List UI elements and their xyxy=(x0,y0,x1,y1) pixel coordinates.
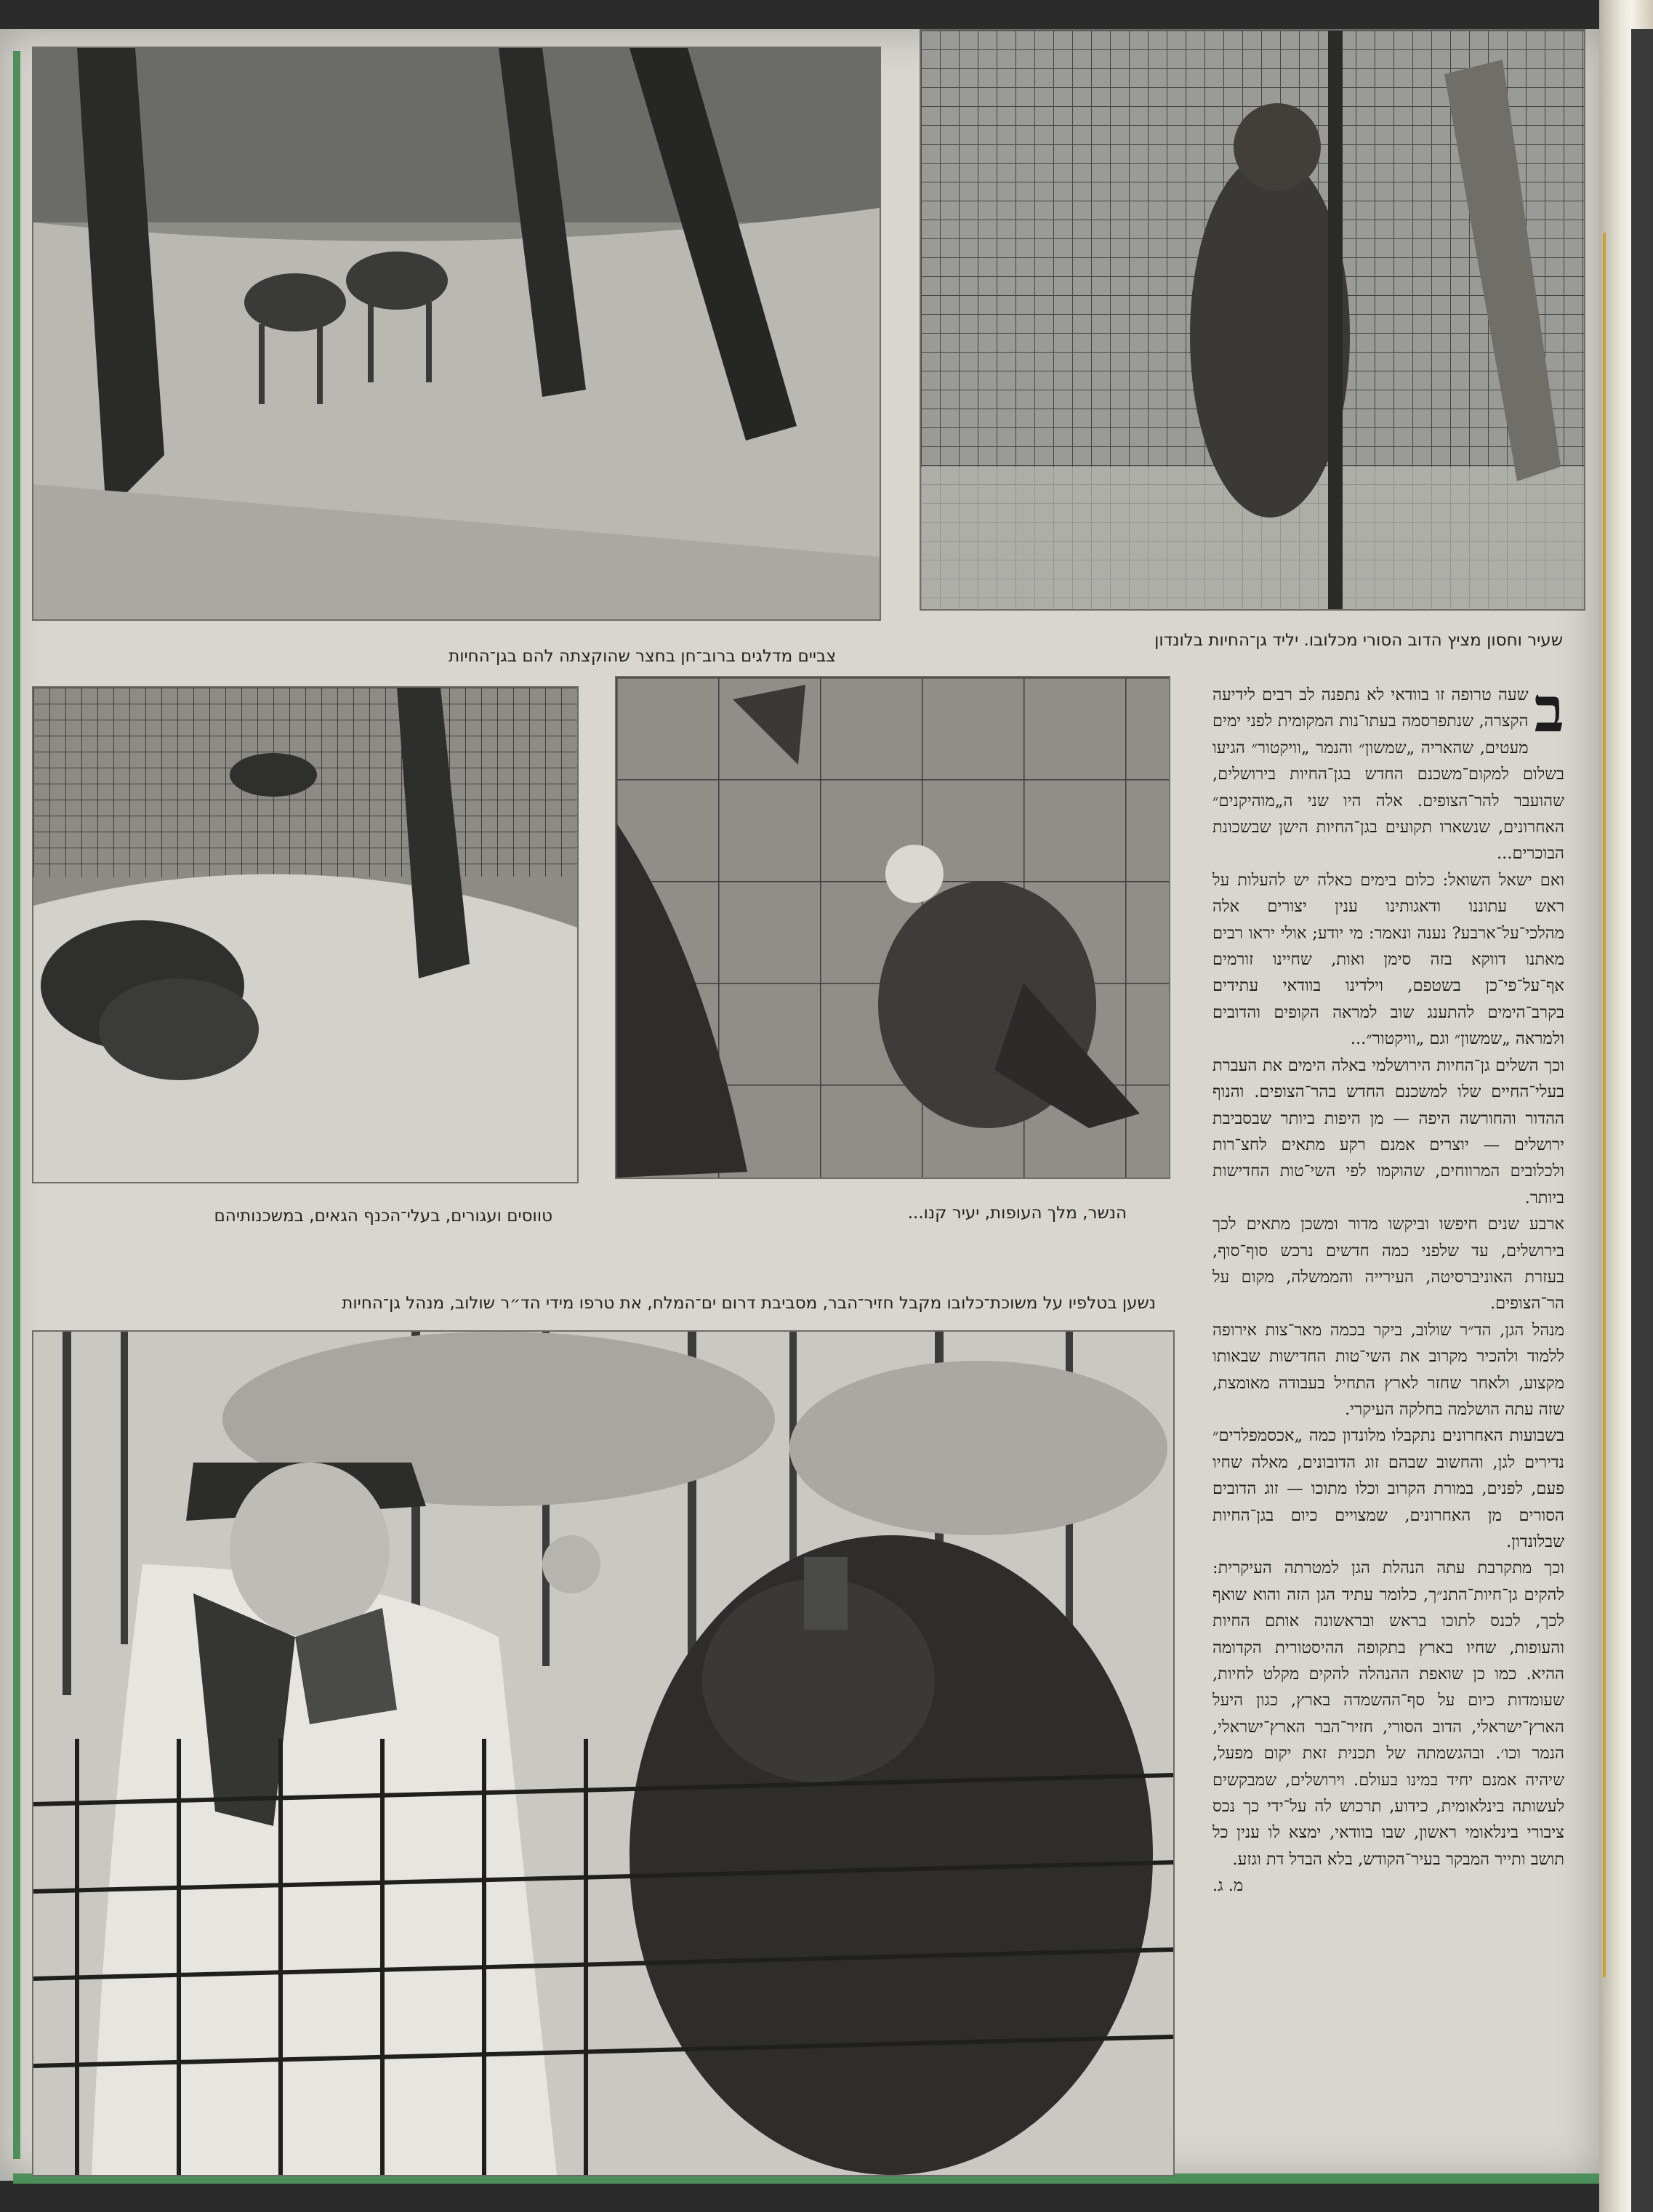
article-body xyxy=(1212,673,1564,2179)
article-dropcap: ב xyxy=(1534,673,1564,747)
deer-photo xyxy=(32,47,881,621)
article-paragraph-7: וכך מתקרבת עתה הנהלת הגן למטרתה העיקרית: להקים גן־חיות־התנ״ך, כלומר עתיד הגן הזה והוא שואף לכך, לכנס לתוכו בראש ובראשונה אותם החיות והעופות, שחיו בארץ בתקופה ההיסטורית הקדומה ההיא. כמו כן שואפת ההנהלה להקים מקלט לחיות, שעומדות כיום על סף־ההשמדה בארץ, כגון היעל הארץ־ישראלי, הדוב הסורי, חזיר־הבר הארץ־ישראלי, הנמר וכו׳. ובהגשמתה של תכנית זאת יקום מפעל, שיהיה אמנם יחיד במינו בעולם. וירושלים, שמבקשים לעשותה בינלאומית, כידוע, תרכוש לה על־ידי כך נכס ציבורי בינלאומי ראשון, שבו בוודאי, ימצא לו ענין כל תושב ותייר המבקר בעיר־הקודש, בלא הבדל דת וגזע. xyxy=(1212,1559,1564,1869)
spine-thread xyxy=(1603,233,1606,1977)
feeding-photo xyxy=(32,1330,1175,2176)
article-paragraph-2: ואם ישאל השואל: כלום בימים כאלה יש להעלות על ראש עתוננו ודאגותינו ענין יצורים אלה מהלכי־על־ארבע? נענה ונאמר: מי יודע; אולי יראו רבים מאתנו דווקא בזה סימן ואות, שחיינו זורמים אף־על־פי־כן בשטפם, וילדינו בוודאי עתידים בקרב־הימים להתענג שוב למראה הקופים והדובים ולמראה „שמשון״ וגם „וויקטור״... xyxy=(1212,870,1564,1049)
article-paragraph-3: וכך השלים גן־החיות הירושלמי באלה הימים את העברת בעלי־החיים שלו למשכנם החדש בהר־הצופים. והנוף ההדור והחורשה היפה — מן היפות ביותר שבסביבת ירושלים — יוצרים אמנם רקע מתאים לחצ־רות ולכלובים המרווחים, שהוקמו לפי השי־טות החדישות ביותר. xyxy=(1212,1055,1564,1207)
article-paragraph-4: ארבע שנים חיפשו וביקשו מדור ומשכן מתאים לכך בירושלים, עד שלפני כמה חדשים נרכש סוף־סוף, בעזרת האוניברסיטה, העירייה והממשלה, מקום על הר־הצופים. xyxy=(1212,1215,1564,1314)
article-paragraph-6: בשבועות האחרונים נתקבלו מלונדון כמה „אכסמפלרים״ נדירים לגן, והחשוב שבהם זוג הדובונים, מאלה שחיו פעם, לפנים, במורת הקרוב וכלו מתוכו — זוג הדובים הסורים מן האחרונים, שמצויים כיום בגן־החיות שבלונדון. xyxy=(1212,1426,1564,1551)
bear-cage-photo xyxy=(920,29,1585,611)
vulture-caption: הנשר, מלך העופות, יעיר קנו... xyxy=(907,1204,1127,1223)
peacocks-photo xyxy=(32,686,579,1183)
peacocks-caption: טווסים ועגורים, בעלי־הכנף הגאים, במשכנותיהם xyxy=(214,1207,552,1226)
bear-london-caption: שעיר וחסון מציץ הדוב הסורי מכלובו. יליד גן־החיות בלונדון xyxy=(1154,631,1563,650)
article-paragraph-5: מנהל הגן, הד״ר שולוב, ביקר בכמה מאר־צות אירופה ללמוד ולהכיר מקרוב את השי־טות החדישות שבאותו מקצוע, ולאחר שחזר לארץ התחיל בעבודה מאומצת, שזה עתה הושלמה בחלקה העיקרי. xyxy=(1212,1320,1564,1419)
vulture-photo xyxy=(615,676,1170,1179)
binding-edge xyxy=(13,51,20,2159)
feeding-caption: נשען בטלפיו על משוכת־כלובו מקבל חזיר־הבר, מסביבת דרום ים־המלח, את טרפו מידי הד״ר שולוב, מנהל גן־החיות xyxy=(342,1294,1156,1313)
article-paragraph-1: שעה טרופה זו בוודאי לא נתפנה לב רבים לידיעה הקצרה, שנתפרסמה בעתו־נות המקומית לפני ימים מעטים, שהאריה „שמשון״ והנמר „וויקטור״ הגיעו בשלום למקום־משכנם החדש בגן־החיות בירושלים, שהועבר להר־הצופים. אלה היו שני ה„מוהיקנים״ האחרונים, שנשארו תקועים בגן־החיות הישן שבשכונת הבוכרים... xyxy=(1212,685,1564,864)
facing-page-edge xyxy=(1631,29,1653,2212)
article-signature: מ. ג. xyxy=(1212,1876,1244,1896)
deer-caption: צביים מדלגים ברוב־חן בחצר שהוקצתה להם בגן־החיות xyxy=(449,647,836,666)
